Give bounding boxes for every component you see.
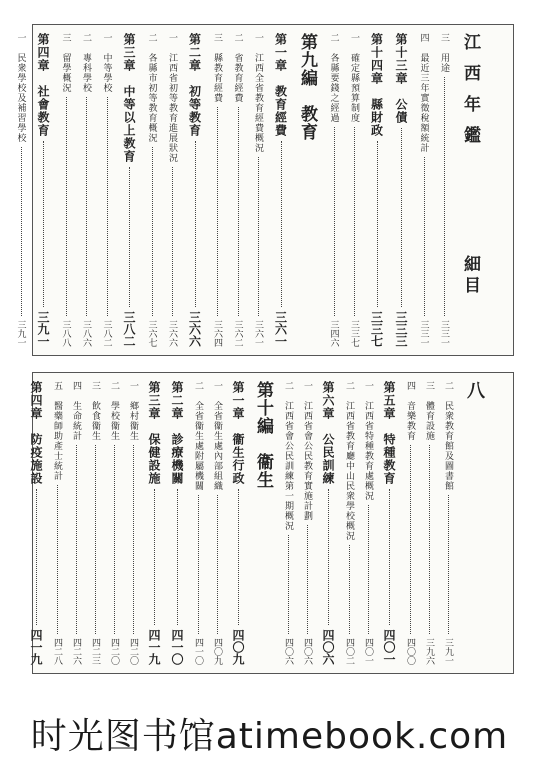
leader-dots: [334, 127, 335, 316]
leader-dots: [172, 167, 173, 316]
entry-page: 三九一: [15, 320, 26, 347]
leader-dots: [444, 77, 445, 316]
toc-entry: [252, 33, 265, 347]
toc-entry: [348, 33, 361, 347]
entry-page: 四〇六: [283, 638, 293, 665]
entry-title: 二 全省衞生處附屬機關: [193, 381, 203, 491]
entry-page: 三九一: [36, 311, 50, 347]
toc-entry: [418, 33, 431, 347]
entry-page: 三八二: [101, 320, 112, 347]
leader-dots: [349, 545, 350, 634]
toc-entry: [211, 33, 224, 347]
leader-dots: [107, 97, 108, 316]
entry-title: 第四章 防疫施設: [29, 381, 43, 485]
entry-page: 四二〇: [109, 638, 119, 665]
entry-page: 三九六: [424, 638, 434, 665]
leader-dots: [217, 495, 218, 634]
entry-title: 二 省教育經費: [232, 33, 243, 103]
leader-dots: [424, 157, 425, 316]
book-title: 江西年鑑: [460, 33, 480, 157]
entry-page: 四〇二: [344, 638, 354, 665]
entry-page: 四〇九: [231, 629, 245, 665]
entry-page: 四一九: [147, 629, 161, 665]
entry-title: 第二章 診療機關: [170, 381, 184, 485]
toc-entry: [423, 381, 436, 665]
entry-page: 三六七: [146, 320, 157, 347]
entry-title: 五 醫藥師助產士統計: [52, 381, 62, 481]
chapter-heading: [320, 381, 337, 665]
entry-title: 二 學校衞生: [109, 381, 119, 441]
entry-page: 三八八: [60, 320, 71, 347]
entry-title: 第三章 保健設施: [147, 381, 161, 485]
leader-dots: [307, 525, 308, 634]
chapter-heading: [381, 381, 398, 665]
entry-title: 一 民衆學校及補習學校: [15, 33, 26, 143]
toc-entry: [15, 33, 28, 347]
toc-entry: [404, 381, 417, 665]
toc-panel-bottom: [29, 372, 514, 674]
entry-title: 四 最近三年實徵稅額統計: [418, 33, 429, 153]
entry-title: 第一章 衞生行政: [231, 381, 245, 485]
entry-title: 第十四章 縣財政: [369, 33, 384, 137]
leader-dots: [129, 167, 130, 307]
entry-title: 一 中等學校: [101, 33, 112, 93]
toc-entry: [60, 33, 73, 347]
leader-dots: [198, 495, 199, 634]
chapter-heading: [273, 33, 290, 347]
leader-dots: [288, 535, 289, 634]
leader-dots: [21, 147, 22, 316]
leader-dots: [238, 489, 239, 625]
leader-dots: [410, 445, 411, 634]
entry-page: 四〇一: [382, 629, 396, 665]
entry-page: 四〇九: [212, 638, 222, 665]
leader-dots: [429, 445, 430, 634]
page-number: 八: [464, 381, 485, 399]
entry-page: 三六六: [167, 320, 177, 347]
entry-title: 二 江西省會公民訓練第一期概況: [283, 381, 293, 531]
entry-title: 第三章 中等以上教育: [122, 33, 136, 163]
entry-page: 三三一: [418, 320, 429, 347]
chapter-heading: [146, 381, 163, 665]
leader-dots: [328, 489, 329, 625]
entry-title: 第四章 社會教育: [36, 33, 50, 137]
leader-dots: [114, 445, 115, 634]
entry-title: 二 江西省教育廳中山民衆學校概況: [344, 381, 354, 541]
toc-entry: [442, 381, 455, 665]
entry-page: 三三七: [369, 311, 384, 347]
toc-entry: [438, 33, 451, 347]
toc-entry: [70, 381, 83, 665]
toc-entry: [89, 381, 102, 665]
entry-title: 二 各縣市初等教育概況: [146, 33, 157, 143]
entry-page: 四二六: [71, 638, 81, 665]
entry-title: 三 體育設施: [424, 381, 434, 441]
entry-page: 三六四: [212, 320, 222, 347]
entry-title: 一 江西全省教育經費概況: [253, 33, 263, 153]
entry-page: 三三三: [394, 311, 408, 347]
leader-dots: [36, 489, 37, 625]
toc-entry: [146, 33, 159, 347]
part-heading: [295, 33, 320, 347]
entry-title: 二 各縣要錢之經過: [328, 33, 339, 123]
leader-dots: [258, 157, 259, 316]
toc-entry: [211, 381, 224, 665]
entry-page: 三九一: [443, 638, 453, 665]
entry-page: 三六一: [273, 311, 288, 347]
leader-dots: [86, 97, 87, 316]
chapter-heading: [369, 33, 386, 347]
leader-dots: [448, 495, 449, 634]
chapter-heading: [28, 381, 45, 665]
entry-title: 三 縣教育經費: [212, 33, 222, 103]
toc-entry: [166, 33, 179, 347]
entry-title: 一 全省衞生處內部組織: [212, 381, 222, 491]
leader-dots: [152, 147, 153, 316]
entry-title: 三 留學概況: [60, 33, 71, 93]
entry-title: 三 飲食衞生: [90, 381, 100, 441]
leader-dots: [401, 128, 402, 307]
entry-title: 四 生命統計: [71, 381, 81, 441]
watermark: 时光图书馆atimebook.com: [30, 716, 509, 757]
entry-page: 三四六: [328, 320, 339, 347]
chapter-heading: [121, 33, 138, 347]
leader-dots: [76, 445, 77, 634]
entry-title: 第五章 特種教育: [382, 381, 396, 485]
leader-dots: [217, 107, 218, 316]
entry-title: 第十三章 公債: [394, 33, 408, 124]
entry-page: 四二八: [52, 638, 62, 665]
entry-title: 一 江西省特種教育處概況: [363, 381, 373, 501]
entry-title: 二 民衆教育館及圖書館: [443, 381, 453, 491]
toc-panel-top: [15, 24, 514, 356]
entry-page: 三八六: [81, 320, 91, 347]
leader-dots: [177, 489, 178, 625]
entry-page: 三六六: [187, 311, 202, 347]
part-heading: [251, 381, 276, 665]
entry-page: 三三一: [439, 320, 449, 347]
toc-entry: [127, 381, 140, 665]
leader-dots: [95, 445, 96, 634]
entry-title: 一 江西省初等教育進展狀況: [167, 33, 177, 163]
toc-entry: [108, 381, 121, 665]
leader-dots: [57, 485, 58, 634]
leader-dots: [154, 489, 155, 625]
entry-title: 第九編 教育: [297, 33, 317, 141]
leader-dots: [195, 141, 196, 307]
toc-entry: [51, 381, 64, 665]
toc-entry: [301, 381, 314, 665]
toc-entry: [192, 381, 205, 665]
section-title: 細目: [460, 255, 480, 297]
chapter-heading: [230, 381, 247, 665]
toc-entry: [282, 381, 295, 665]
entry-title: 第六章 公民訓練: [321, 381, 335, 485]
toc-entry: [101, 33, 114, 347]
entry-page: 四〇六: [302, 638, 312, 665]
toc-entry: [343, 381, 356, 665]
entry-title: 第十編 衞生: [253, 381, 273, 489]
entry-title: 二 專科學校: [81, 33, 91, 93]
toc-entry: [232, 33, 245, 347]
leader-dots: [354, 127, 355, 316]
entry-page: 四一九: [29, 629, 43, 665]
toc-entry: [328, 33, 341, 347]
leader-dots: [66, 97, 67, 316]
leader-dots: [43, 141, 44, 307]
entry-page: 四二三: [90, 638, 100, 665]
entry-title: 四 音樂教育: [405, 381, 415, 441]
entry-page: 四〇一: [363, 638, 373, 665]
entry-title: 一 確定縣預算制度: [349, 33, 359, 123]
toc-entry: [362, 381, 375, 665]
entry-title: 一 江西省會公民教育實施計劃: [302, 381, 312, 521]
entry-page: 三六一: [253, 320, 263, 347]
leader-dots: [377, 141, 378, 307]
leader-dots: [389, 489, 390, 625]
entry-page: 三六二: [232, 320, 243, 347]
chapter-heading: [169, 381, 186, 665]
chapter-heading: [187, 33, 204, 347]
leader-dots: [368, 505, 369, 634]
entry-page: 四二〇: [128, 638, 138, 665]
leader-dots: [238, 107, 239, 316]
entry-page: 三三七: [349, 320, 359, 347]
chapter-heading: [35, 33, 52, 347]
leader-dots: [281, 141, 282, 307]
chapter-heading: [393, 33, 410, 347]
entry-page: 四〇〇: [405, 638, 415, 665]
entry-title: 第一章 教育經費: [273, 33, 288, 137]
entry-page: 四〇六: [321, 629, 335, 665]
toc-entry: [80, 33, 93, 347]
entry-title: 一 鄉村衞生: [128, 381, 138, 441]
entry-page: 三八二: [122, 311, 136, 347]
entry-page: 四一〇: [193, 638, 203, 665]
leader-dots: [133, 445, 134, 634]
entry-title: 三 用途: [439, 33, 449, 73]
entry-title: 第二章 初等教育: [187, 33, 202, 137]
entry-page: 四一〇: [170, 629, 184, 665]
